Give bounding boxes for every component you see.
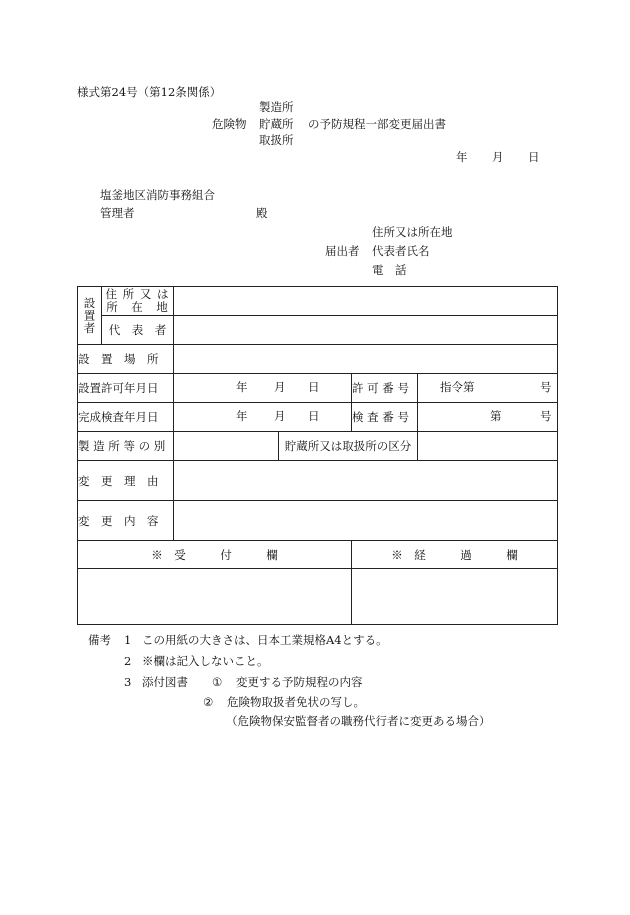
notifier-label: 届出者 [325, 244, 360, 258]
progress-field [352, 569, 558, 625]
date-year: 年 [456, 150, 468, 164]
inspection-number-label-cell [352, 403, 418, 432]
inspection-number-label: 検 査 番 号 [352, 410, 409, 424]
facility-type-label: 製 造 所 等 の 別 [78, 439, 166, 453]
permit-date-label-cell [78, 374, 174, 403]
addressee-organization: 塩釜地区消防事務組合 [100, 188, 215, 202]
permit-date-year: 年 [236, 380, 248, 394]
completion-date-field[interactable] [174, 403, 352, 432]
completion-date-month: 月 [274, 409, 286, 423]
installer-vertical-label: 設置者 [82, 296, 97, 335]
installation-place-label: 設 置 場 所 [78, 352, 159, 366]
notifier-phone-label: 電 話 [372, 263, 407, 277]
installer-address-label-line2: 所 在 地 [106, 300, 169, 314]
progress-column-label: ※ 経 過 欄 [391, 547, 518, 562]
representative-label: 代 表 者 [108, 323, 167, 337]
note-3-text: 添付図書 [142, 675, 188, 689]
change-content-field[interactable] [174, 501, 558, 541]
addressee-role: 管理者 [100, 206, 135, 220]
note-1-number: 1 [124, 633, 132, 647]
permit-date-day: 日 [308, 380, 320, 394]
installation-place-label-cell [78, 345, 174, 374]
installation-place-field[interactable] [174, 345, 558, 374]
inspection-number-suffix: 号 [540, 409, 552, 423]
notification-form-table [77, 286, 558, 625]
form-number: 様式第24号（第12条関係） [77, 85, 222, 99]
permit-shirei-prefix: 指令第 [440, 380, 475, 394]
attachment-2-number: ② [203, 695, 214, 709]
change-reason-label: 変 更 理 由 [78, 473, 159, 488]
attachment-2-text: 危険物取扱者免状の写し。 [227, 695, 365, 709]
installer-address-field[interactable] [174, 287, 558, 316]
note-3-number: 3 [124, 675, 132, 689]
title-option-manufacturing: 製造所 [259, 100, 294, 114]
storage-handling-label-cell [279, 432, 418, 461]
reception-field [78, 569, 352, 625]
title-option-storage: 貯蔵所 [259, 117, 294, 131]
storage-handling-field[interactable] [418, 432, 558, 461]
installer-address-label-cell [102, 287, 174, 316]
completion-date-day: 日 [308, 409, 320, 423]
completion-date-label-cell [78, 403, 174, 432]
change-reason-field[interactable] [174, 461, 558, 501]
change-content-label: 変 更 内 容 [78, 513, 159, 528]
date-day: 日 [528, 150, 540, 164]
inspection-dai-prefix: 第 [490, 409, 502, 423]
inspection-number-field[interactable] [418, 403, 558, 432]
date-month: 月 [492, 150, 504, 164]
permit-date-month: 月 [274, 380, 286, 394]
permit-date-field[interactable] [174, 374, 352, 403]
note-1-text: この用紙の大きさは、日本工業規格A4とする。 [142, 633, 388, 647]
change-content-label-cell [78, 501, 174, 541]
reception-column-header [78, 541, 352, 569]
change-reason-label-cell [78, 461, 174, 501]
notifier-address-label: 住所又は所在地 [372, 225, 453, 239]
progress-column-header [352, 541, 558, 569]
representative-label-cell [102, 316, 174, 345]
installer-header-cell [78, 287, 102, 345]
title-prefix: 危険物 [212, 117, 247, 131]
completion-date-label: 完成検査年月日 [78, 410, 159, 424]
facility-type-label-cell [78, 432, 174, 461]
representative-field[interactable] [174, 316, 558, 345]
permit-number-field[interactable] [418, 374, 558, 403]
addressee-honorific: 殿 [256, 206, 268, 220]
note-2-text: ※欄は記入しないこと。 [142, 654, 269, 668]
permit-number-suffix: 号 [540, 380, 552, 394]
title-suffix: の予防規程一部変更届出書 [308, 117, 446, 131]
installer-address-label-line1: 住 所 又 は [105, 287, 170, 301]
permit-number-label: 許 可 番 号 [352, 381, 409, 395]
attachment-1-text: 変更する予防規程の内容 [236, 675, 363, 689]
reception-column-label: ※ 受 付 欄 [151, 547, 278, 562]
attachment-note: （危険物保安監督者の職務代行者に変更ある場合） [226, 714, 491, 728]
permit-number-label-cell [352, 374, 418, 403]
facility-type-field[interactable] [174, 432, 279, 461]
notifier-representative-label: 代表者氏名 [372, 244, 430, 258]
completion-date-year: 年 [236, 409, 248, 423]
storage-handling-label: 貯蔵所又は取扱所の区分 [284, 439, 412, 453]
notes-heading: 備考 [88, 633, 111, 647]
note-2-number: 2 [124, 654, 132, 668]
attachment-1-number: ① [212, 675, 223, 689]
title-option-handling: 取扱所 [259, 133, 294, 147]
permit-date-label: 設置許可年月日 [78, 381, 159, 395]
